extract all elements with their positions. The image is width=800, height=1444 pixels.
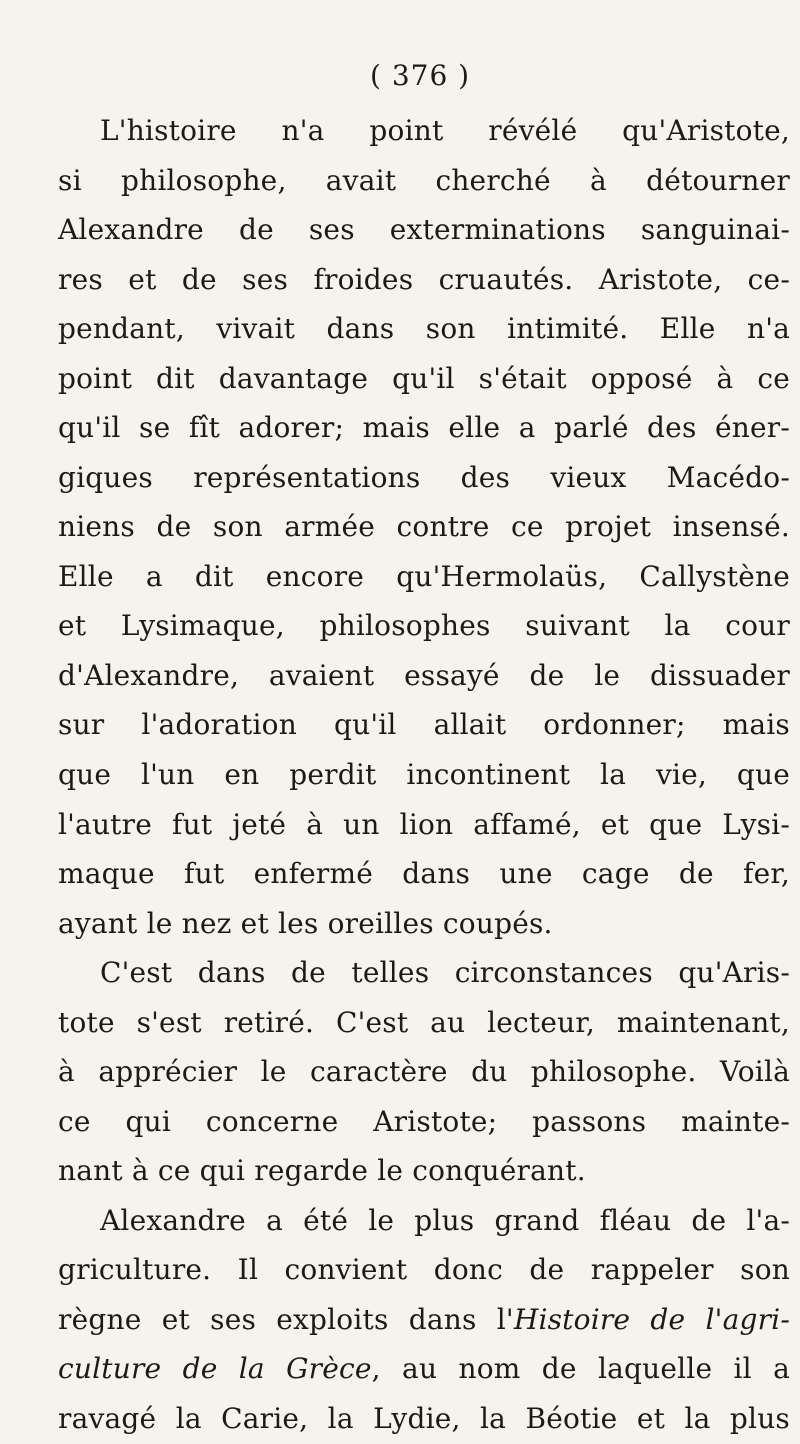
text-line-26-roman: , au nom de laquelle il a xyxy=(371,1352,790,1385)
text-line-23: Alexandre a été le plus grand fléau de l'a- xyxy=(100,1204,790,1237)
text-line-13: sur l'adoration qu'il allait ordonner; mais xyxy=(58,708,790,741)
text-line-26 xyxy=(58,1352,790,1385)
text-line-6: point dit davantage qu'il s'était opposé à ce xyxy=(58,362,790,395)
text-line-10: Elle a dit encore qu'Hermolaüs, Callystène xyxy=(58,560,790,593)
text-line-24: griculture. Il convient donc de rappeler son xyxy=(58,1253,790,1286)
text-line-1: L'histoire n'a point révélé qu'Aristote, xyxy=(100,114,790,147)
text-line-14: que l'un en perdit incontinent la vie, que xyxy=(58,758,790,791)
text-line-2: si philosophe, avait cherché à détourner xyxy=(58,164,790,197)
text-line-25-roman: règne et ses exploits dans l' xyxy=(58,1303,514,1336)
text-line-5: pendant, vivait dans son intimité. Elle n'a xyxy=(58,312,790,345)
text-line-25 xyxy=(58,1303,790,1336)
text-line-15: l'autre fut jeté à un lion affamé, et que Lysi- xyxy=(58,808,790,841)
text-line-4: res et de ses froides cruautés. Aristote, ce- xyxy=(58,263,790,296)
page-number: ( 376 ) xyxy=(370,59,471,92)
text-line-21: ce qui concerne Aristote; passons mainte- xyxy=(58,1105,790,1138)
text-line-26-italic: culture de la Grèce xyxy=(58,1352,372,1385)
text-line-18: C'est dans de telles circonstances qu'Aris- xyxy=(100,956,790,989)
text-line-25-italic: Histoire de l'agri- xyxy=(513,1303,790,1336)
text-line-7: qu'il se fît adorer; mais elle a parlé des éner- xyxy=(58,411,790,444)
text-line-11: et Lysimaque, philosophes suivant la cour xyxy=(58,609,790,642)
text-line-19: tote s'est retiré. C'est au lecteur, maintenant, xyxy=(58,1006,790,1039)
text-line-17: ayant le nez et les oreilles coupés. xyxy=(58,907,553,940)
text-line-8: giques représentations des vieux Macédo- xyxy=(58,461,790,494)
text-line-3: Alexandre de ses exterminations sanguinai- xyxy=(58,213,790,246)
text-line-20: à apprécier le caractère du philosophe. Voilà xyxy=(58,1055,790,1088)
text-line-22: nant à ce qui regarde le conquérant. xyxy=(58,1154,586,1187)
text-line-12: d'Alexandre, avaient essayé de le dissuader xyxy=(58,659,790,692)
text-line-9: niens de son armée contre ce projet insensé. xyxy=(58,510,790,543)
text-line-27: ravagé la Carie, la Lydie, la Béotie et la plus xyxy=(58,1402,790,1435)
text-line-16: maque fut enfermé dans une cage de fer, xyxy=(58,857,790,890)
